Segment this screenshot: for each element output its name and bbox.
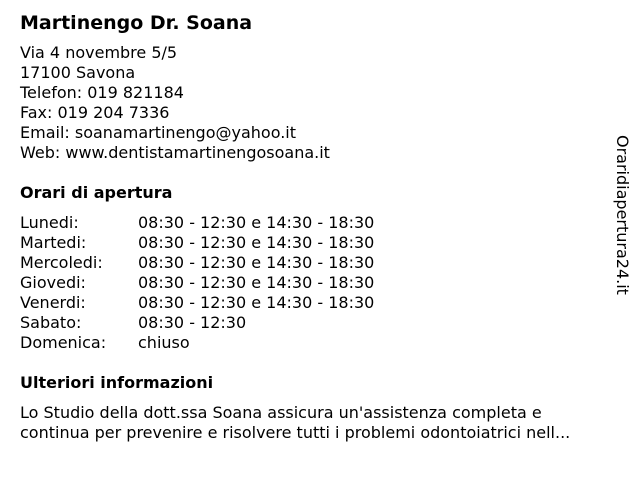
- hours-time: 08:30 - 12:30 e 14:30 - 18:30: [138, 253, 375, 272]
- email-address: Email: soanamartinengo@yahoo.it: [20, 123, 297, 142]
- hours-day: Domenica:: [20, 333, 107, 352]
- business-card: [20, 0, 600, 480]
- hours-day: Lunedi:: [20, 213, 79, 232]
- hours-time: 08:30 - 12:30: [138, 313, 247, 332]
- more-info-text: [20, 403, 620, 443]
- website: Web: www.dentistamartinengosoana.it: [20, 143, 330, 162]
- more-info-title: Ulteriori informazioni: [20, 373, 214, 392]
- hours-time: 08:30 - 12:30 e 14:30 - 18:30: [138, 213, 375, 232]
- fax-number: Fax: 019 204 7336: [20, 103, 170, 122]
- phone-number: Telefon: 019 821184: [20, 83, 184, 102]
- brand-watermark: [612, 135, 632, 310]
- brand-watermark-text: Oraridiapertura24.it: [613, 135, 632, 295]
- hours-time: 08:30 - 12:30 e 14:30 - 18:30: [138, 233, 375, 252]
- business-name: Martinengo Dr. Soana: [20, 12, 253, 34]
- more-info-line: Lo Studio della dott.ssa Soana assicura un'assistenza completa e: [20, 403, 542, 422]
- hours-day: Giovedi:: [20, 273, 86, 292]
- more-info-line: continua per prevenire e risolvere tutti i problemi odontoiatrici nell...: [20, 423, 571, 442]
- contact-block: [20, 43, 330, 163]
- hours-time: chiuso: [138, 333, 190, 352]
- hours-day: Martedi:: [20, 233, 87, 252]
- hours-time: 08:30 - 12:30 e 14:30 - 18:30: [138, 293, 375, 312]
- hours-time: 08:30 - 12:30 e 14:30 - 18:30: [138, 273, 375, 292]
- hours-day: Sabato:: [20, 313, 82, 332]
- hours-day: Mercoledi:: [20, 253, 103, 272]
- opening-hours-title: Orari di apertura: [20, 183, 173, 202]
- hours-day: Venerdi:: [20, 293, 86, 312]
- address-city: 17100 Savona: [20, 63, 136, 82]
- address-street: Via 4 novembre 5/5: [20, 43, 178, 62]
